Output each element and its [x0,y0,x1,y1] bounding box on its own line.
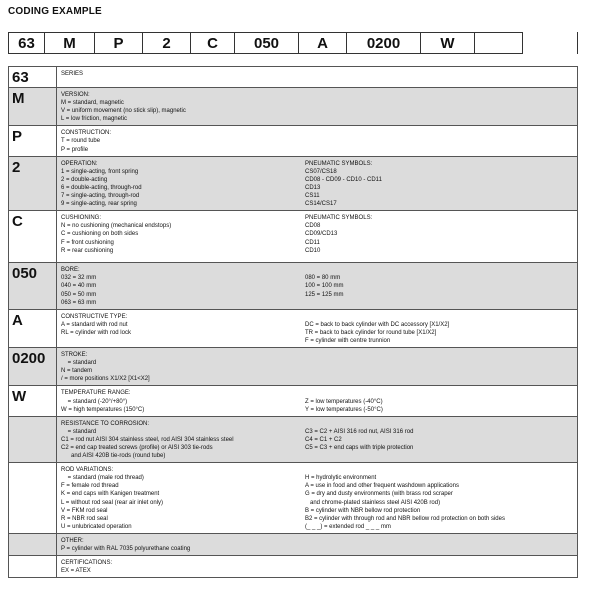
row-right-column [305,351,573,383]
row-option: DC = back to back cylinder with DC accessory [X1/X2] [305,321,450,328]
code-cell-bore: 050 [234,32,298,54]
row-option: PNEUMATIC SYMBOLS: [305,215,373,222]
row-left-column [61,70,305,85]
table-row [9,462,577,533]
code-cell-version: M [44,32,94,54]
row-option: 125 = 125 mm [305,291,344,298]
row-option: G = dry and dusty environments (with brass rod scraper [305,491,453,498]
row-description [57,556,577,577]
row-option: 2 = double-acting [61,176,108,183]
row-description [57,534,577,555]
code-cell-empty [474,32,522,54]
row-description [57,463,577,533]
row-option: = standard (-20°/+80°) [61,398,128,405]
row-description [57,157,577,211]
row-option [305,466,573,474]
row-code: M [9,88,57,125]
row-right-column [305,70,573,85]
row-code: P [9,126,57,155]
code-cell-trailing [522,32,578,54]
row-code: 0200 [9,348,57,385]
row-heading: VERSION: [61,92,90,98]
row-option: A = standard with rod nut [61,321,128,328]
row-option: 040 = 40 mm [61,283,97,290]
row-option: V = uniform movement (no stick slip), magnetic [61,108,186,115]
row-option: 080 = 80 mm [305,275,341,282]
row-right-column [305,129,573,153]
row-left-column [61,466,305,531]
table-row [9,210,577,262]
code-cell-operation: 2 [142,32,190,54]
row-option: CS11 [305,193,320,200]
row-option: = standard [61,428,97,435]
row-option: / = more positions X1/X2 [X1<X2] [61,376,150,383]
row-code: C [9,211,57,262]
row-option: = standard (male rod thread) [61,475,144,482]
row-description [57,211,577,262]
row-code [9,417,57,462]
code-cell-cushioning: C [190,32,234,54]
row-option [305,389,573,397]
code-cell-stroke: 0200 [346,32,420,54]
row-heading: TEMPERATURE RANGE: [61,390,131,397]
row-option [305,313,573,321]
row-left-column [61,129,305,153]
row-code [9,534,57,555]
row-left-column [61,537,305,553]
row-option: L = low friction, magnetic [61,116,127,123]
table-row [9,309,577,347]
row-heading: OTHER: [61,537,84,544]
row-option: C2 = end cap treated screws (profile) or AISI 303 tie-rods [61,445,213,451]
table-row [9,125,577,155]
row-option: C = cushioning on both sides [61,231,139,238]
row-description [57,88,577,125]
row-option: W = high temperatures (150°C) [61,406,145,413]
row-left-column [61,266,305,306]
row-heading: ROD VARIATIONS: [61,467,114,474]
row-right-column [305,266,573,306]
row-option: C5 = C3 + end caps with triple protection [305,445,414,451]
table-row [9,67,577,87]
row-option: CD09/CD13 [305,231,338,238]
row-description [57,348,577,385]
row-option: M = standard, magnetic [61,100,124,107]
row-option: C3 = C2 + AISI 316 rod nut, AISI 316 rod [305,428,414,435]
row-option: 1 = single-acting, front spring [61,168,139,175]
row-option: CD08 [305,223,321,230]
row-option: 050 = 50 mm [61,291,97,298]
row-right-column [305,389,573,413]
row-option: (_ _ _) = extended rod _ _ _ mm [305,523,391,530]
row-option: TR = back to back cylinder for round tube [X1/X2] [305,329,437,336]
row-code [9,463,57,533]
code-cell-temperature: W [420,32,474,54]
row-option: Z = low temperatures (-40°C) [305,398,383,405]
row-option: = standard [61,360,97,367]
row-option: F = cylinder with centre trunnion [305,337,391,344]
row-description [57,67,577,87]
table-row [9,87,577,125]
row-heading: STROKE: [61,352,88,359]
row-option: H = hydrolytic environment [305,475,377,482]
row-heading: OPERATION: [61,160,98,167]
table-row [9,555,577,577]
code-cell-construction: P [94,32,142,54]
row-right-column [305,313,573,345]
row-heading: CERTIFICATIONS: [61,560,113,567]
row-description [57,386,577,415]
row-option: F = female rod thread [61,483,119,490]
row-option: 7 = single-acting, through-rod [61,193,140,200]
table-row [9,347,577,385]
row-option: R = NBR rod seal [61,515,108,522]
row-code: W [9,386,57,415]
row-option: CD08 - CD09 - CD10 - CD11 [305,176,382,183]
row-right-column [305,160,573,209]
table-row [9,533,577,555]
row-description [57,417,577,462]
row-option: Y = low temperatures (-50°C) [305,406,383,413]
row-description [57,126,577,155]
row-option: 063 = 63 mm [61,299,97,306]
row-left-column [61,91,305,123]
code-cell-constructive-type: A [298,32,346,54]
row-description [57,310,577,347]
row-option: R = rear cushioning [61,247,114,254]
row-option: B2 = cylinder with through rod and NBR bellow rod protection on both sides [305,515,505,522]
row-option: A = use in food and other frequent washdown applications [305,483,459,490]
row-left-column [61,313,305,345]
row-option: N = no cushioning (mechanical endstops) [61,223,172,230]
row-option: CD10 [305,247,321,254]
row-left-column [61,389,305,413]
row-left-column [61,160,305,209]
row-option: PNEUMATIC SYMBOLS: [305,160,373,167]
row-option [305,266,573,274]
row-right-column [305,91,573,123]
row-left-column [61,559,305,575]
row-option: N = tandem [61,368,93,375]
row-right-column [305,559,573,575]
table-row [9,262,577,308]
row-option: F = front cushioning [61,239,114,246]
row-code [9,556,57,577]
row-heading: CONSTRUCTION: [61,130,111,137]
row-option: P = profile [61,146,89,153]
row-right-column [305,537,573,553]
row-option: V = FKM rod seal [61,507,108,514]
row-option: L = without rod seal (rear air inlet only) [61,499,163,506]
row-option: 100 = 100 mm [305,283,344,290]
row-option: C1 = rod nut AISI 304 stainless steel, rod AISI 304 stainless steel [61,436,234,443]
row-option: U = unlubricated operation [61,523,132,530]
row-code: 63 [9,67,57,87]
row-option [61,337,305,345]
table-row [9,416,577,462]
row-description [57,263,577,308]
row-code: 2 [9,157,57,211]
row-heading: CONSTRUCTIVE TYPE: [61,313,128,320]
table-row [9,385,577,415]
table-row [9,156,577,211]
row-option: and chrome-plated stainless steel AISI 420B rod) [305,499,441,506]
coding-table [8,66,578,578]
row-right-column [305,466,573,531]
row-right-column [305,214,573,260]
row-right-column [305,420,573,460]
row-option: and AISI 420B tie-rods (round tube) [61,453,166,460]
row-option: T = round tube [61,138,101,145]
row-heading: SERIES [61,71,84,77]
page-title: CODING EXAMPLE [8,6,102,17]
row-option: 9 = single-acting, rear spring [61,201,137,208]
row-heading: RESISTANCE TO CORROSION: [61,420,150,427]
row-option: 032 = 32 mm [61,275,97,282]
row-option: P = cylinder with RAL 7035 polyurethane coating [61,546,191,553]
code-cell-series: 63 [8,32,44,54]
row-option: CD13 [305,184,321,191]
row-left-column [61,214,305,260]
row-heading: CUSHIONING: [61,215,102,222]
row-option: EX = ATEX [61,568,91,575]
row-option: K = end caps with Kanigen treatment [61,491,160,498]
row-left-column [61,351,305,383]
row-option: B = cylinder with NBR bellow rod protection [305,507,421,514]
row-code: A [9,310,57,347]
code-strip [8,32,578,54]
row-option: CD11 [305,239,320,246]
row-option: RL = cylinder with rod lock [61,329,131,336]
row-option: 6 = double-acting, through-rod [61,184,142,191]
row-option [305,420,573,428]
row-option: C4 = C1 + C2 [305,436,342,443]
row-code: 050 [9,263,57,308]
row-option: CS14/CS17 [305,201,337,208]
row-left-column [61,420,305,460]
row-heading: BORE: [61,267,80,274]
row-option: CS07/CS18 [305,168,337,175]
